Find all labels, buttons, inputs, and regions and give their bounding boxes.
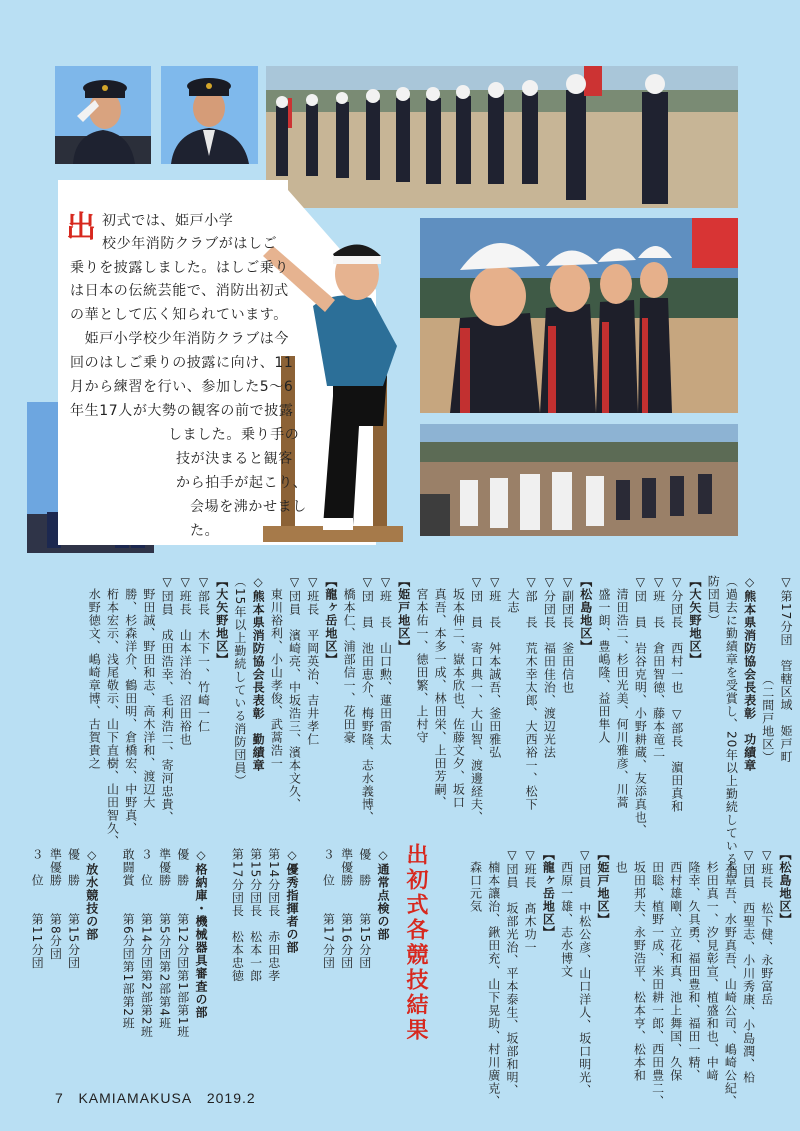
award-line-left: ▽班長 平岡英治、吉井孝仁 [305, 575, 320, 746]
intro-line: は日本の伝統芸能で、消防出初式 [70, 283, 289, 299]
intro-line: から拍手が起こり、 [176, 475, 308, 491]
award-line-right: 坂田邦夫、永野浩平、松本亨、松本和 [632, 848, 647, 1082]
award-line-left: ▽団員 成田浩幸、毛利浩二、寄河忠貴、 [160, 575, 175, 824]
award-line-left: 勝、杉森洋介、鶴田明、倉橋宏、中野真、 [123, 575, 138, 835]
intro-line: 乗りを披露しました。はしご乗り [70, 260, 289, 276]
intro-line: 回のはしご乗りの披露に向け、11 [70, 355, 294, 371]
competition-result-row: 優 勝 第15分団 [66, 848, 81, 970]
award-line-right: 本章吾、水野真吾、山崎公司、嶋崎公紀、 [723, 848, 738, 1108]
award-line-right: 【姫戸地区】 [595, 848, 610, 926]
intro-line: の華として広く知られています。 [70, 307, 288, 323]
award-line-right: 西村雄剛、立花和真、池上舞国、久保 [668, 848, 683, 1082]
award-line-right: 【龍ヶ岳地区】 [541, 848, 556, 939]
award-line-left: ▽団員 濱崎亮、中坂浩三、濱本文久、 [287, 575, 302, 811]
award-line-left: 橋本仁、浦部信一、花田豪 [342, 575, 357, 744]
award-line-right: ▽班長 松下健、永野富岳 [759, 848, 774, 1006]
award-line-left: ▽班 長 山口勲、蓮田雷太 [378, 575, 393, 746]
issue-date: 2019.2 [206, 1090, 256, 1106]
award-line-left: 東川裕利、小山孝俊、武蒿浩一 [269, 575, 284, 770]
award-line-left: ▽班 長 舛本誠吾、釜田雅弘 [487, 575, 502, 759]
photo-officer-saluting [55, 66, 151, 164]
award-line-left: ◇熊本県消防協会長表彰 勤績章 [251, 575, 266, 772]
award-line-left: ◇熊本県消防協会長表彰 功績章 [742, 575, 757, 772]
award-line-left: 宮本佑一、徳田繁、上村守 [414, 575, 429, 744]
competition-heading: ◇放水競技の部 [84, 848, 99, 941]
award-line-left: （過去に勤績章を受賞し、20年以上勤続している消 [724, 575, 739, 879]
competition-spacer [210, 848, 228, 1078]
competition-result-row: ３ 位 第14分団第2部第2班 [139, 848, 154, 1039]
competition-result-row: ３ 位 第11分団 [30, 848, 45, 970]
competition-result-row: 優 勝 第12分団第1部第1班 [175, 848, 190, 1039]
award-line-right: ▽団員 坂部光治、平本泰生、坂部和明、 [504, 848, 519, 1097]
award-line-left: ▽分団長 福田佳治、渡辺光法 [542, 575, 557, 759]
award-line-left: 坂本伸二、嶽本欣也、佐藤文夕、坂口 [451, 575, 466, 809]
award-line-left: （15年以上勤続している消防団員） [232, 575, 247, 788]
award-line-left: ▽部 長 荒木幸太郎、大西裕一、松下 [524, 575, 539, 811]
award-line-right: 隆幸、久具勇、福田豊和、福田一精、 [686, 848, 701, 1082]
competition-spacer [101, 848, 119, 1078]
page-number: 7 [55, 1090, 64, 1106]
award-line-right: 楠本讓治、鍬田充、山下晃助、村川廣克、 [486, 848, 501, 1108]
award-line-right: 杉田真一、汐見彰宣、植盛和也、中﨑 [705, 848, 720, 1082]
intro-line: 会場を沸かせまし [190, 499, 307, 515]
award-line-left: 【大矢野地区】 [687, 575, 702, 666]
competition-spacer [301, 848, 319, 1078]
award-line-right: ▽団員 西聖志、小川秀康、小島潤、柗 [741, 848, 756, 1084]
award-line-right: 森口元気 [468, 848, 483, 913]
competition-result-row: 準優勝 第5分団第2部第4班 [157, 848, 172, 1030]
award-line-left: 盛一朗、豊嶋隆、益田隼人 [596, 575, 611, 744]
award-line-left: 【龍ヶ岳地区】 [323, 575, 338, 666]
award-line-left: 【松島地区】 [578, 575, 593, 653]
competition-result-row: 優 勝 第15分団 [357, 848, 372, 970]
award-line-left: ▽部長 木下一、竹崎一仁 [196, 575, 211, 733]
award-line-left: 水野徳文、嶋崎章博、古賀貴之 [87, 575, 102, 770]
award-line-left: 防団員） [706, 575, 721, 627]
competition-heading: ◇通常点検の部 [376, 848, 390, 941]
intro-initial-character: 出 [66, 210, 96, 245]
intro-article [58, 180, 426, 552]
award-line-left: 【大矢野地区】 [214, 575, 229, 666]
award-line-left: ▽副団長 釜田信也 [560, 575, 575, 694]
intro-line: 校少年消防クラブがはしご [102, 236, 278, 252]
competition-heading: ◇優秀指揮者の部 [284, 848, 299, 954]
intro-line: 年生17人が大勢の観客の前で披露 [70, 403, 294, 419]
photo-firefighters-helmets [420, 218, 738, 413]
intro-line: しました。乗り手の [168, 427, 300, 443]
competition-result-row: 第17分団長 松本忠徳 [230, 848, 245, 983]
award-line-left: ▽団 員 岩谷克明、小野耕蔵、友添真也、 [633, 575, 648, 837]
award-line-left: ▽第17分団 管轄区域 姫戸町 [779, 575, 793, 764]
awards-list-right [432, 848, 794, 1108]
competition-results [30, 848, 392, 1078]
award-line-left: ▽班長 山本洋治、沼田裕也 [178, 575, 193, 746]
award-line-left: ▽班 長 倉田智徳、藤本竜二 [651, 575, 666, 759]
award-line-right: 也 [614, 848, 629, 874]
competition-result-row: 敢闘賞 第6分団第1部第2班 [121, 848, 136, 1030]
awards-list-left [50, 575, 795, 879]
award-line-left: 桁本宏示、浅尾敬示、山下直樹、山田智久、 [105, 575, 120, 848]
award-line-right: ▽団員 中松公彦、山口洋人、坂口明光、 [577, 848, 592, 1097]
award-line-left: （二間戸地区） [760, 575, 775, 764]
award-line-left: 大志 [505, 575, 520, 614]
award-line-left: 真吾、本多一成、林田栄、上田芳嗣、 [433, 575, 448, 809]
award-line-left: ▽団 員 寄口典一、大山智、渡邊経夫、 [469, 575, 484, 824]
award-line-left: ▽分団長 西村一也 ▽部長 濵田真和 [669, 575, 684, 813]
intro-line: た。 [190, 523, 220, 539]
award-line-left: 清田浩二、杉田光美、何川雅彦、川蒿 [615, 575, 630, 809]
intro-line: 月から練習を行い、参加した5～6 [70, 379, 294, 395]
competition-heading: ◇格納庫・機械器具審査の部 [193, 848, 208, 1019]
award-line-right: 西原一雄、志水博文 [559, 848, 574, 978]
photo-spectators-band [420, 424, 738, 536]
competition-result-row: ３ 位 第17分団 [321, 848, 336, 970]
competition-result-row: 第15分団長 松本一郎 [248, 848, 263, 983]
photo-officer-portrait [161, 66, 258, 164]
intro-line: 技が決まると観客 [176, 451, 293, 467]
award-line-right: 【松島地区】 [778, 848, 792, 926]
award-line-left: ▽団 員 池田恵介、梅野隆、志水義博、 [360, 575, 375, 824]
award-line-right: ▽班長 髙木功一 [523, 848, 538, 954]
award-line-right: 田聡、植野一成、米田耕一郎、西田豊二、 [650, 848, 665, 1108]
competition-result-row: 第14分団長 赤田忠孝 [266, 848, 281, 983]
competition-result-row: 準優勝 第8分団 [48, 848, 63, 961]
intro-line: 姫戸小学校少年消防クラブは今 [70, 331, 289, 347]
page-footer [55, 1090, 256, 1106]
intro-line: 初式では、姫戸小学 [102, 213, 234, 229]
competition-result-row: 準優勝 第16分団 [339, 848, 354, 970]
results-title: 出初式各競技結果 [403, 843, 428, 1043]
magazine-name: KAMIAMAKUSA [78, 1090, 193, 1106]
award-line-left: 野田誠、野田和志、高木洋和、渡辺大 [141, 575, 156, 809]
award-line-left: 【姫戸地区】 [396, 575, 411, 653]
